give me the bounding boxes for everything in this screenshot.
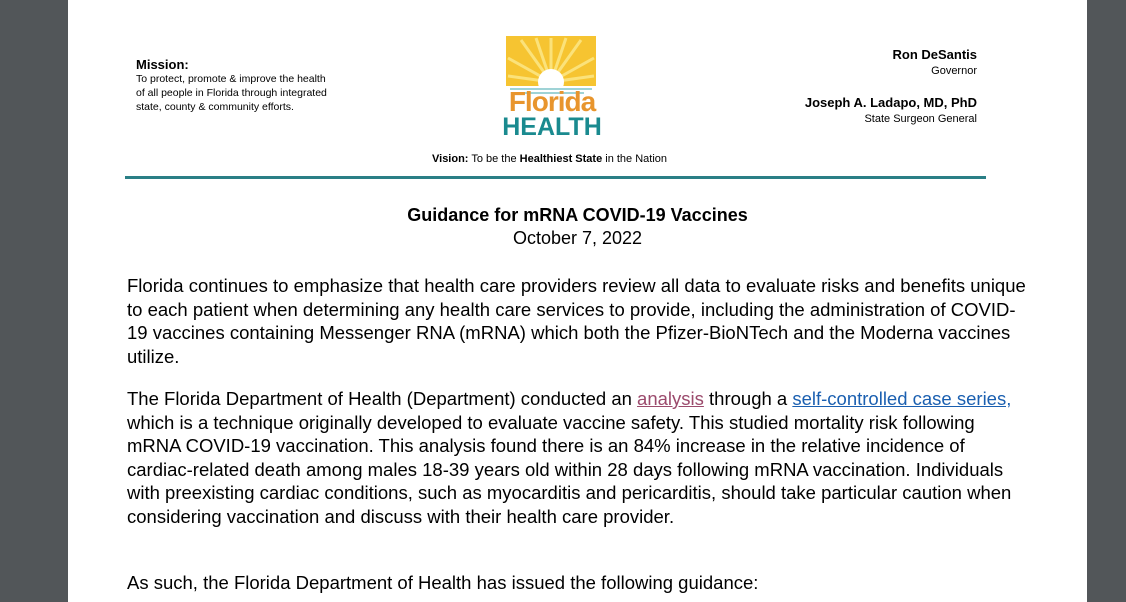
florida-health-logo: [504, 36, 600, 140]
paragraph-2-text: which is a technique originally developed to evaluate vaccine safety. This studied mortality risk following mRNA COVID-19 vaccination. This analysis found there is an 84% increase in the relative incidence of cardiac-related death among males 18-39 years old within 28 days following mRNA vaccination. Individuals with preexisting cardiac conditions, such as myocarditis and pericarditis, should take particular caution when considering vaccination and discuss with their health care provider.: [127, 411, 1012, 527]
document-date: October 7, 2022: [512, 228, 643, 248]
governor-role: Governor: [931, 65, 977, 77]
logo-word-florida: Florida: [508, 86, 596, 117]
vision-label: Vision:: [432, 153, 469, 165]
header-divider: [125, 176, 986, 179]
paragraph-1: Florida continues to emphasize that health care providers review all data to evaluate risks and benefits unique to each patient when determining any health care services to provide, including the administration of COVID-19 vaccines containing Messenger RNA (mRNA) which both the Pfizer-BioNTech and the Moderna vaccines utilize.: [127, 275, 1026, 367]
document-page: [68, 0, 1087, 602]
viewer-scrollbar-track[interactable]: [1087, 0, 1126, 602]
mission-heading: Mission:: [136, 57, 189, 72]
paragraph-2: [127, 387, 1027, 528]
paragraph-2-text: through a: [703, 388, 793, 409]
vision-statement: [432, 153, 667, 165]
paragraph-2-text: The Florida Department of Health (Department) conducted an: [127, 388, 638, 409]
paragraph-3: As such, the Florida Department of Health has issued the following guidance:: [127, 572, 759, 593]
vision-emphasis: Healthiest State: [519, 153, 603, 165]
officials-block: [805, 47, 977, 125]
vision-text-end: in the Nation: [602, 153, 668, 165]
self-controlled-case-series-link[interactable]: self-controlled case series,: [792, 388, 1012, 409]
mission-line: To protect, promote & improve the health: [136, 73, 326, 85]
mission-line: of all people in Florida through integrated: [136, 87, 327, 99]
surgeon-general-role: State Surgeon General: [864, 113, 977, 125]
logo-word-health: HEALTH: [502, 113, 602, 141]
mission-line: state, county & community efforts.: [136, 101, 294, 113]
document-title: Guidance for mRNA COVID-19 Vaccines: [407, 205, 748, 225]
governor-name: Ron DeSantis: [892, 47, 977, 62]
vision-text: To be the: [468, 153, 520, 165]
surgeon-general-name: Joseph A. Ladapo, MD, PhD: [804, 95, 977, 110]
mission-block: [136, 57, 366, 114]
analysis-link[interactable]: analysis: [637, 388, 704, 409]
